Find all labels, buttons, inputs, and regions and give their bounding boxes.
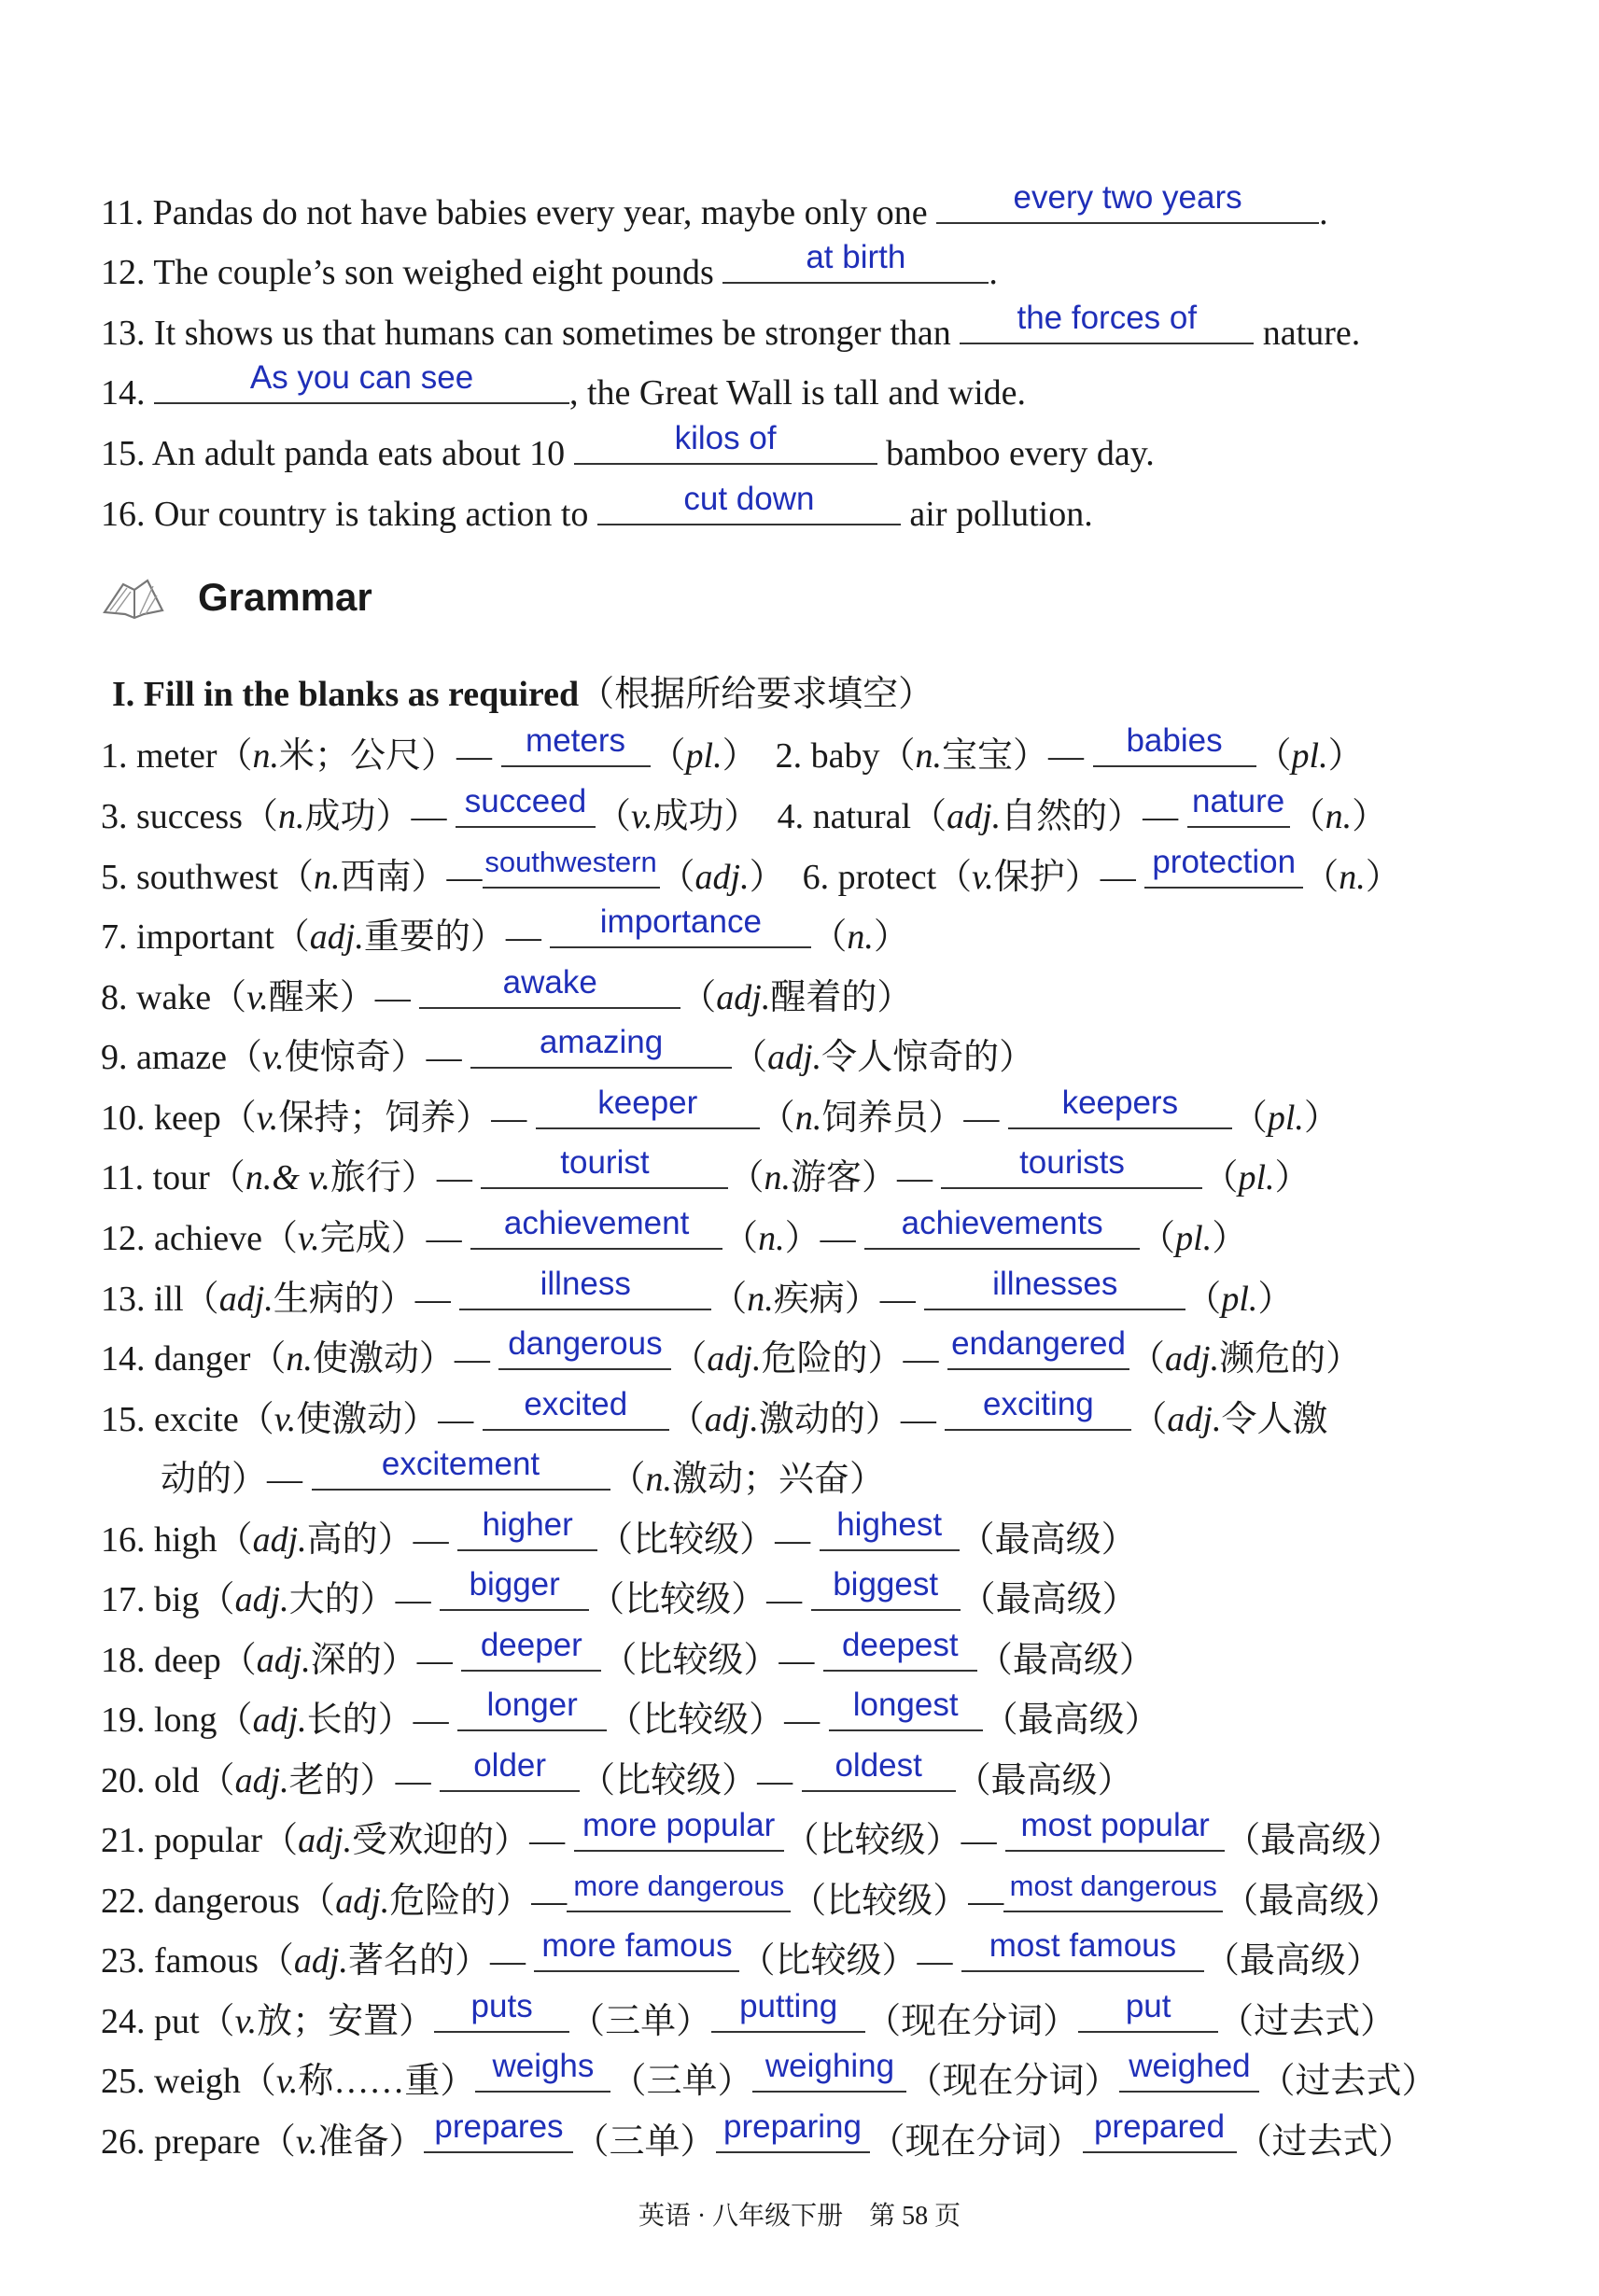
- item-11: 11. tour（n.& v.旅行）— tourist （n.游客）— tourists （pl.）: [101, 1144, 1311, 1197]
- answer-blank[interactable]: kilos of: [574, 426, 877, 465]
- item-9: 9. amaze（v.使惊奇）— amazing （adj.令人惊奇的）: [101, 1024, 1035, 1077]
- sentence-15: 15. An adult panda eats about 10 kilos of bamboo every day.: [101, 420, 1155, 473]
- answer-blank[interactable]: weighed: [1119, 2053, 1259, 2093]
- answer-blank[interactable]: cut down: [597, 486, 901, 525]
- answer-blank[interactable]: oldest: [802, 1753, 956, 1792]
- item-23: 23. famous（adj.著名的）— more famous （比较级）— most famous （最高级）: [101, 1927, 1382, 1981]
- answer-blank[interactable]: put: [1078, 1994, 1218, 2033]
- answer-blank[interactable]: excitement: [312, 1451, 610, 1491]
- answer-blank[interactable]: most famous: [961, 1933, 1204, 1972]
- answer-blank[interactable]: achievements: [864, 1211, 1140, 1250]
- sentence-11: 11. Pandas do not have babies every year, maybe only one every two years .: [101, 179, 1328, 232]
- answer-blank[interactable]: bigger: [440, 1572, 589, 1611]
- answer-blank[interactable]: weighing: [752, 2053, 906, 2093]
- item-16: 16. high（adj.高的）— higher （比较级）— highest （最高级）: [101, 1506, 1137, 1560]
- answer-blank[interactable]: prepared: [1083, 2114, 1237, 2153]
- answer-blank[interactable]: prepares: [424, 2114, 573, 2153]
- answer-blank[interactable]: illness: [459, 1271, 711, 1310]
- item-15-cont: 动的）— excitement （n.激动；兴奋）: [161, 1446, 886, 1499]
- answer-blank[interactable]: at birth: [722, 245, 989, 284]
- answer-blank[interactable]: most dangerous: [1003, 1873, 1223, 1912]
- answer-blank[interactable]: succeed: [456, 789, 596, 828]
- answer-blank[interactable]: babies: [1093, 728, 1256, 767]
- sentence-13: 13. It shows us that humans can sometimes be stronger than the forces of nature.: [101, 300, 1361, 353]
- answer-blank[interactable]: more dangerous: [567, 1873, 791, 1912]
- item-17: 17. big（adj.大的）— bigger （比较级）— biggest （最高级）: [101, 1566, 1138, 1619]
- answer-blank[interactable]: importance: [550, 909, 811, 948]
- item-8: 8. wake（v.醒来）— awake （adj.醒着的）: [101, 964, 913, 1017]
- item-18: 18. deep（adj.深的）— deeper （比较级）— deepest （最高级）: [101, 1627, 1155, 1680]
- item-14: 14. danger（n.使激动）— dangerous （adj.危险的）— endangered （adj.濒危的）: [101, 1325, 1362, 1379]
- answer-blank[interactable]: deeper: [461, 1632, 601, 1672]
- item-15: 15. excite（v.使激动）— excited （adj.激动的）— exciting （adj.令人激: [101, 1386, 1328, 1439]
- item-21: 21. popular（adj.受欢迎的）— more popular （比较级）— most popular （最高级）: [101, 1807, 1403, 1860]
- answer-blank[interactable]: exciting: [945, 1392, 1131, 1431]
- sentence-16: 16. Our country is taking action to cut down air pollution.: [101, 481, 1093, 534]
- answer-blank[interactable]: higher: [457, 1512, 597, 1551]
- item-22: 22. dangerous（adj.危险的）— more dangerous （比较级）— most dangerous （最高级）: [101, 1869, 1401, 1921]
- answer-blank[interactable]: keepers: [1008, 1090, 1232, 1129]
- answer-blank[interactable]: highest: [820, 1512, 960, 1551]
- item-26: 26. prepare（v.准备） prepares （三单） preparing （现在分词） prepared （过去式）: [101, 2108, 1414, 2162]
- item-12: 12. achieve（v.完成）— achievement （n.）— achievements （pl.）: [101, 1205, 1248, 1258]
- answer-blank[interactable]: longest: [829, 1692, 983, 1731]
- item-25: 25. weigh（v.称……重） weighs （三单） weighing （现在分词） weighed （过去式）: [101, 2048, 1438, 2101]
- answer-blank[interactable]: As you can see: [154, 365, 569, 404]
- item-24: 24. put（v.放；安置） puts （三单） putting （现在分词） put （过去式）: [101, 1988, 1396, 2041]
- item-20: 20. old（adj.老的）— older （比较级）— oldest （最高级）: [101, 1747, 1133, 1800]
- item-19: 19. long（adj.长的）— longer （比较级）— longest （最高级）: [101, 1687, 1160, 1740]
- answer-blank[interactable]: tourist: [481, 1150, 728, 1189]
- answer-blank[interactable]: puts: [434, 1994, 569, 2033]
- item-1-2: 1. meter（n.米；公尺）— meters （pl.） 2. baby（n.宝宝）— babies （pl.）: [101, 722, 1364, 776]
- answer-blank[interactable]: achievement: [470, 1211, 722, 1250]
- sentence-14: 14. As you can see , the Great Wall is tall and wide.: [101, 359, 1027, 413]
- answer-blank[interactable]: older: [440, 1753, 580, 1792]
- sentence-12: 12. The couple’s son weighed eight pounds at birth .: [101, 239, 998, 292]
- answer-blank[interactable]: every two years: [936, 185, 1319, 224]
- section-title: Grammar: [198, 575, 372, 619]
- item-7: 7. important（adj.重要的）— importance （n.）: [101, 903, 909, 957]
- answer-blank[interactable]: more popular: [574, 1813, 784, 1852]
- instruction-heading: I. Fill in the blanks as required（根据所给要求填空）: [112, 675, 934, 714]
- item-3-4: 3. success（n.成功）— succeed （v.成功） 4. natural（adj.自然的）— nature （n.）: [101, 783, 1388, 836]
- answer-blank[interactable]: weighs: [475, 2053, 610, 2093]
- answer-blank[interactable]: deepest: [823, 1632, 977, 1672]
- answer-blank[interactable]: keeper: [536, 1090, 760, 1129]
- answer-blank[interactable]: endangered: [947, 1331, 1129, 1370]
- answer-blank[interactable]: tourists: [941, 1150, 1202, 1189]
- answer-blank[interactable]: southwestern: [483, 849, 660, 889]
- book-icon: [101, 577, 166, 624]
- answer-blank[interactable]: longer: [457, 1692, 607, 1731]
- answer-blank[interactable]: excited: [483, 1392, 669, 1431]
- answer-blank[interactable]: most popular: [1005, 1813, 1225, 1852]
- answer-blank[interactable]: dangerous: [498, 1331, 671, 1370]
- answer-blank[interactable]: awake: [419, 970, 680, 1009]
- answer-blank[interactable]: biggest: [811, 1572, 961, 1611]
- answer-blank[interactable]: protection: [1144, 849, 1303, 889]
- answer-blank[interactable]: nature: [1187, 789, 1290, 828]
- item-13: 13. ill（adj.生病的）— illness （n.疾病）— illnesses （pl.）: [101, 1266, 1294, 1319]
- answer-blank[interactable]: preparing: [716, 2114, 870, 2153]
- page-footer: 英语 · 八年级下册 第 58 页: [638, 2202, 961, 2231]
- item-5-6: 5. southwest（n.西南）— southwestern （adj.） 6. protect（v.保护）— protection （n.）: [101, 844, 1401, 897]
- answer-blank[interactable]: the forces of: [960, 305, 1254, 344]
- answer-blank[interactable]: illnesses: [924, 1271, 1185, 1310]
- answer-blank[interactable]: putting: [711, 1994, 865, 2033]
- item-10: 10. keep（v.保持；饲养）— keeper （n.饲养员）— keepers （pl.）: [101, 1085, 1340, 1138]
- answer-blank[interactable]: more famous: [534, 1933, 739, 1972]
- answer-blank[interactable]: meters: [501, 728, 651, 767]
- answer-blank[interactable]: amazing: [470, 1029, 732, 1069]
